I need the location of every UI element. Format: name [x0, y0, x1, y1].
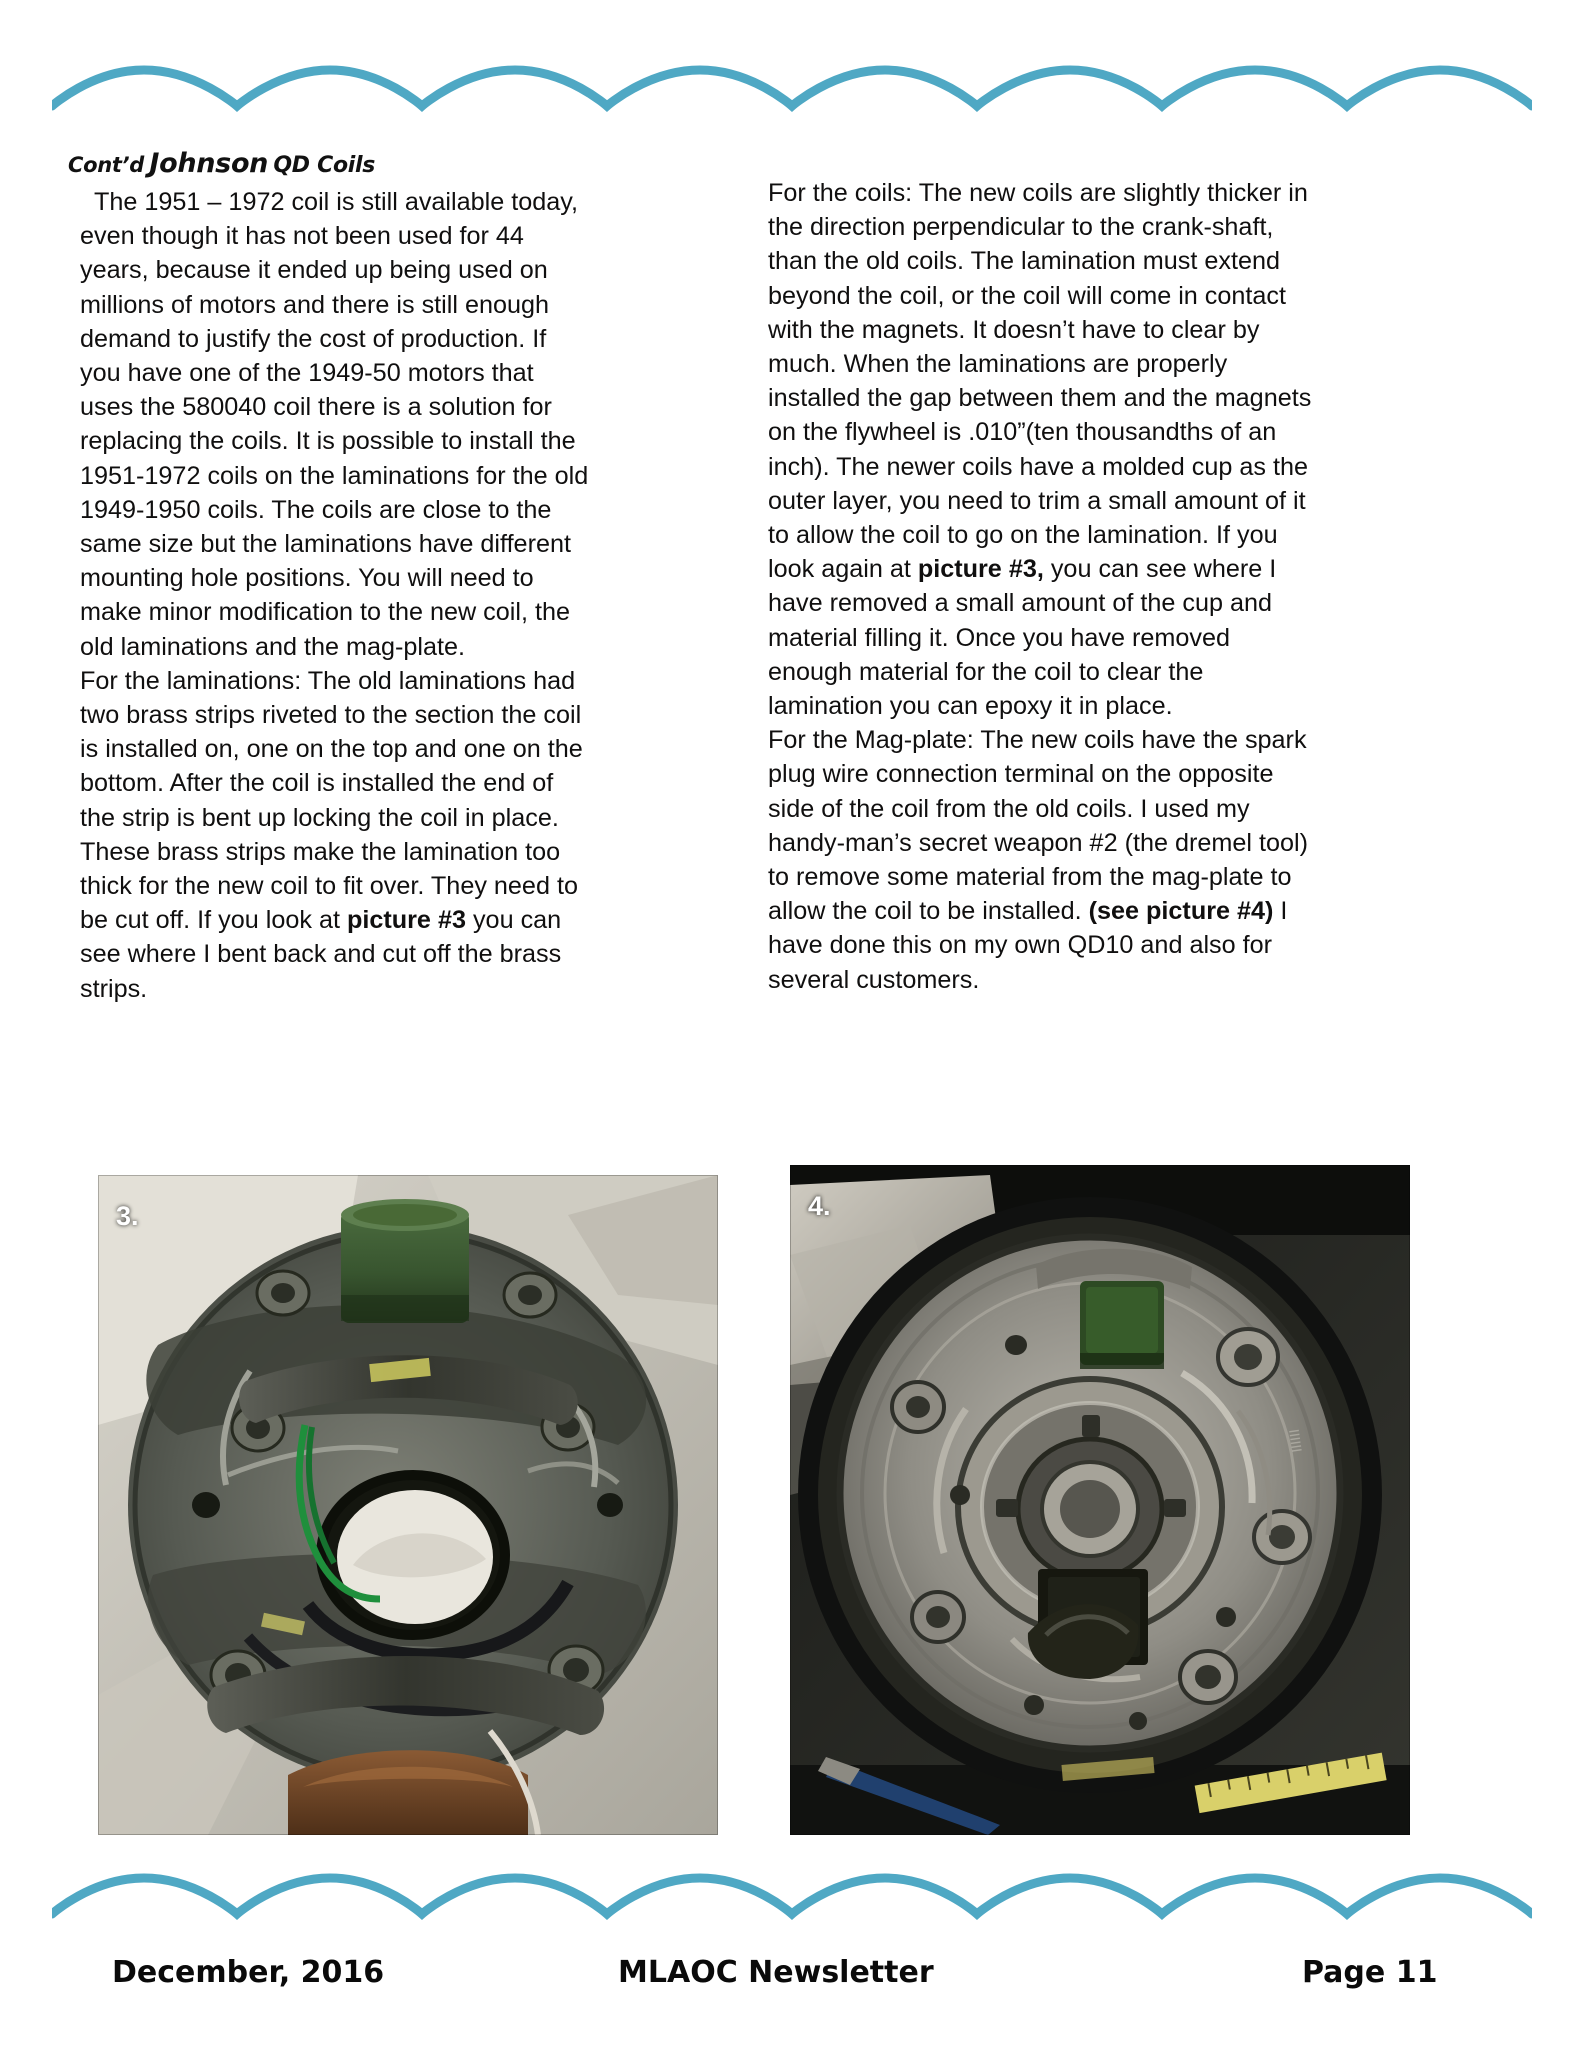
photo-3-number: 3.	[116, 1201, 139, 1231]
footer-page-number: Page 11	[1302, 1955, 1438, 1990]
left-text-column	[80, 185, 592, 1006]
footer-newsletter-name: MLAOC Newsletter	[618, 1955, 934, 1990]
right-picture-ref-4: (see picture #4)	[1088, 897, 1274, 926]
photo-mag-plate-dremel	[790, 1165, 1410, 1835]
right-paragraph-2	[768, 723, 1314, 997]
right-picture-ref-3: picture #3,	[917, 555, 1044, 584]
left-paragraph-1: The 1951 – 1972 coil is still available today, even though it has not been used for 44 years, because it ended up being used on millions of motors and there is still enough demand to justify the cost of production. If you have one of the 1949-50 motors that uses the 580040 coil there is a solution for replacing the coils. It is possible to install the 1951-1972 coils on the laminations for the old 1949-1950 coils. The coils are close to the same size but the laminations have different mounting hole positions. You will need to make minor modification to the new coil, the old laminations and the mag-plate.	[80, 188, 589, 661]
right-text-column	[768, 176, 1314, 997]
right-paragraph-2-pre: For the Mag-plate: The new coils have the spark plug wire connection terminal on the opposite side of the coil from the old coils. I used my handy-man’s secret weapon #2 (the dremel tool) to remove some material from the mag-plate to allow the coil to be installed.	[768, 726, 1308, 926]
svg-text:IIIIII: IIIIII	[1286, 1428, 1306, 1454]
photo-magneto-plate-brass-strips	[98, 1175, 718, 1835]
title-suffix: QD Coils	[273, 153, 376, 178]
left-picture-ref: picture #3	[346, 906, 466, 935]
right-paragraph-1-post: you can see where I have removed a small amount of the cup and material filling it. Once you have removed enough material for the coil to clear the lamination you can epoxy it in place.	[768, 555, 1277, 721]
footer-date: December, 2016	[112, 1955, 385, 1990]
right-paragraph-1-pre: For the coils: The new coils are slightly thicker in the direction perpendicular to the crank-shaft, than the old coils. The lamination must extend beyond the coil, or the coil will come in contact with the magnets. It doesn’t have to clear by much. When the laminations are properly installed the gap between them and the magnets on the flywheel is .010”(ten thousandths of an inch). The newer coils have a molded cup as the outer layer, you need to trim a small amount of it to allow the coil to go on the lamination. If you look again at	[768, 179, 1312, 584]
title-cont-prefix: Cont’d	[68, 153, 145, 177]
photo-4-number: 4.	[808, 1191, 831, 1221]
left-paragraph-2-text: For the laminations: The old laminations had two brass strips riveted to the section the coil is installed on, one on the top and one on the bottom. After the coil is installed the end of the strip is bent up locking the coil in place. These brass strips make the lamination too thick for the new coil to fit over. They need to be cut off. If you look at	[80, 666, 583, 935]
left-paragraph-2-tail: you can see where I bent back and cut off the brass strips.	[80, 906, 562, 1003]
top-wave-divider	[52, 62, 1532, 122]
right-paragraph-2-post: I have done this on my own QD10 and also for several customers.	[768, 897, 1288, 994]
title-brand: Johnson	[149, 148, 269, 179]
right-paragraph-1	[768, 176, 1314, 723]
bottom-wave-divider	[52, 1870, 1532, 1930]
left-paragraph-2	[80, 664, 592, 1006]
page-title	[68, 148, 375, 179]
